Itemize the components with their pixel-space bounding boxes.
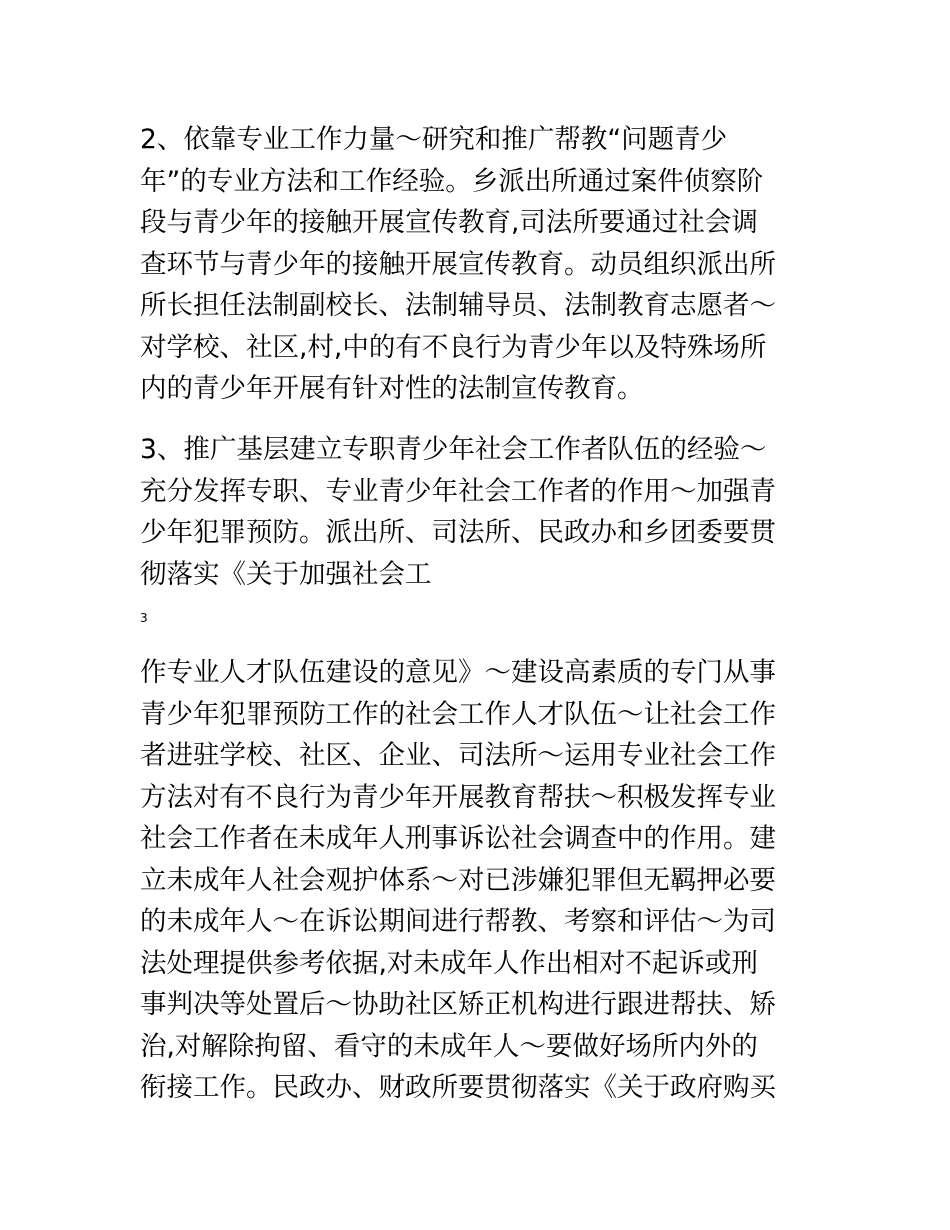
text-line: 青少年犯罪预防工作的社会工作人才队伍～让社会工作 xyxy=(140,698,776,730)
text-line: 所长担任法制副校长、法制辅导员、法制教育志愿者～ xyxy=(140,290,776,321)
text-line: 方法对有不良行为青少年开展教育帮扶～积极发挥专业 xyxy=(140,781,776,813)
page-number: 3 xyxy=(140,611,148,625)
text-line: 的未成年人～在诉讼期间进行帮教、考察和评估～为司 xyxy=(140,906,776,937)
text-line: 衔接工作。民政办、财政所要贯彻落实《关于政府购买 xyxy=(140,1072,776,1103)
paragraph-item-2 xyxy=(140,119,820,410)
text-line: 3、推广基层建立专职青少年社会工作者队伍的经验～ xyxy=(140,434,767,465)
text-line: 法处理提供参考依据,对未成年人作出相对不起诉或刑 xyxy=(140,947,758,979)
text-line: 立未成年人社会观护体系～对已涉嫌犯罪但无羁押必要 xyxy=(140,864,776,896)
text-line: 年”的专业方法和工作经验。乡派出所通过案件侦察阶 xyxy=(140,165,764,197)
text-line: 彻落实《关于加强社会工 xyxy=(140,558,432,590)
text-line: 治,对解除拘留、看守的未成年人～要做好场所内外的 xyxy=(140,1030,758,1062)
text-line: 2、依靠专业工作力量～研究和推广帮教“问题青少 xyxy=(140,124,728,155)
paragraph-item-3 xyxy=(140,429,820,595)
text-line: 事判决等处置后～协助社区矫正机构进行跟进帮扶、矫 xyxy=(140,989,776,1020)
text-line: 充分发挥专职、专业青少年社会工作者的作用～加强青 xyxy=(140,475,776,507)
text-line: 内的青少年开展有针对性的法制宣传教育。 xyxy=(140,373,644,404)
paragraph-continuation xyxy=(140,652,820,1109)
text-line: 作专业人才队伍建设的意见》～建设高素质的专门从事 xyxy=(140,657,776,688)
text-line: 对学校、社区,村,中的有不良行为青少年以及特殊场所 xyxy=(140,331,767,363)
text-line: 社会工作者在未成年人刑事诉讼社会调查中的作用。建 xyxy=(140,823,776,854)
text-line: 者进驻学校、社区、企业、司法所～运用专业社会工作 xyxy=(140,740,776,771)
text-line: 少年犯罪预防。派出所、司法所、民政办和乡团委要贯 xyxy=(140,517,776,548)
text-line: 查环节与青少年的接触开展宣传教育。动员组织派出所 xyxy=(140,248,776,280)
text-line: 段与青少年的接触开展宣传教育,司法所要通过社会调 xyxy=(140,207,758,238)
